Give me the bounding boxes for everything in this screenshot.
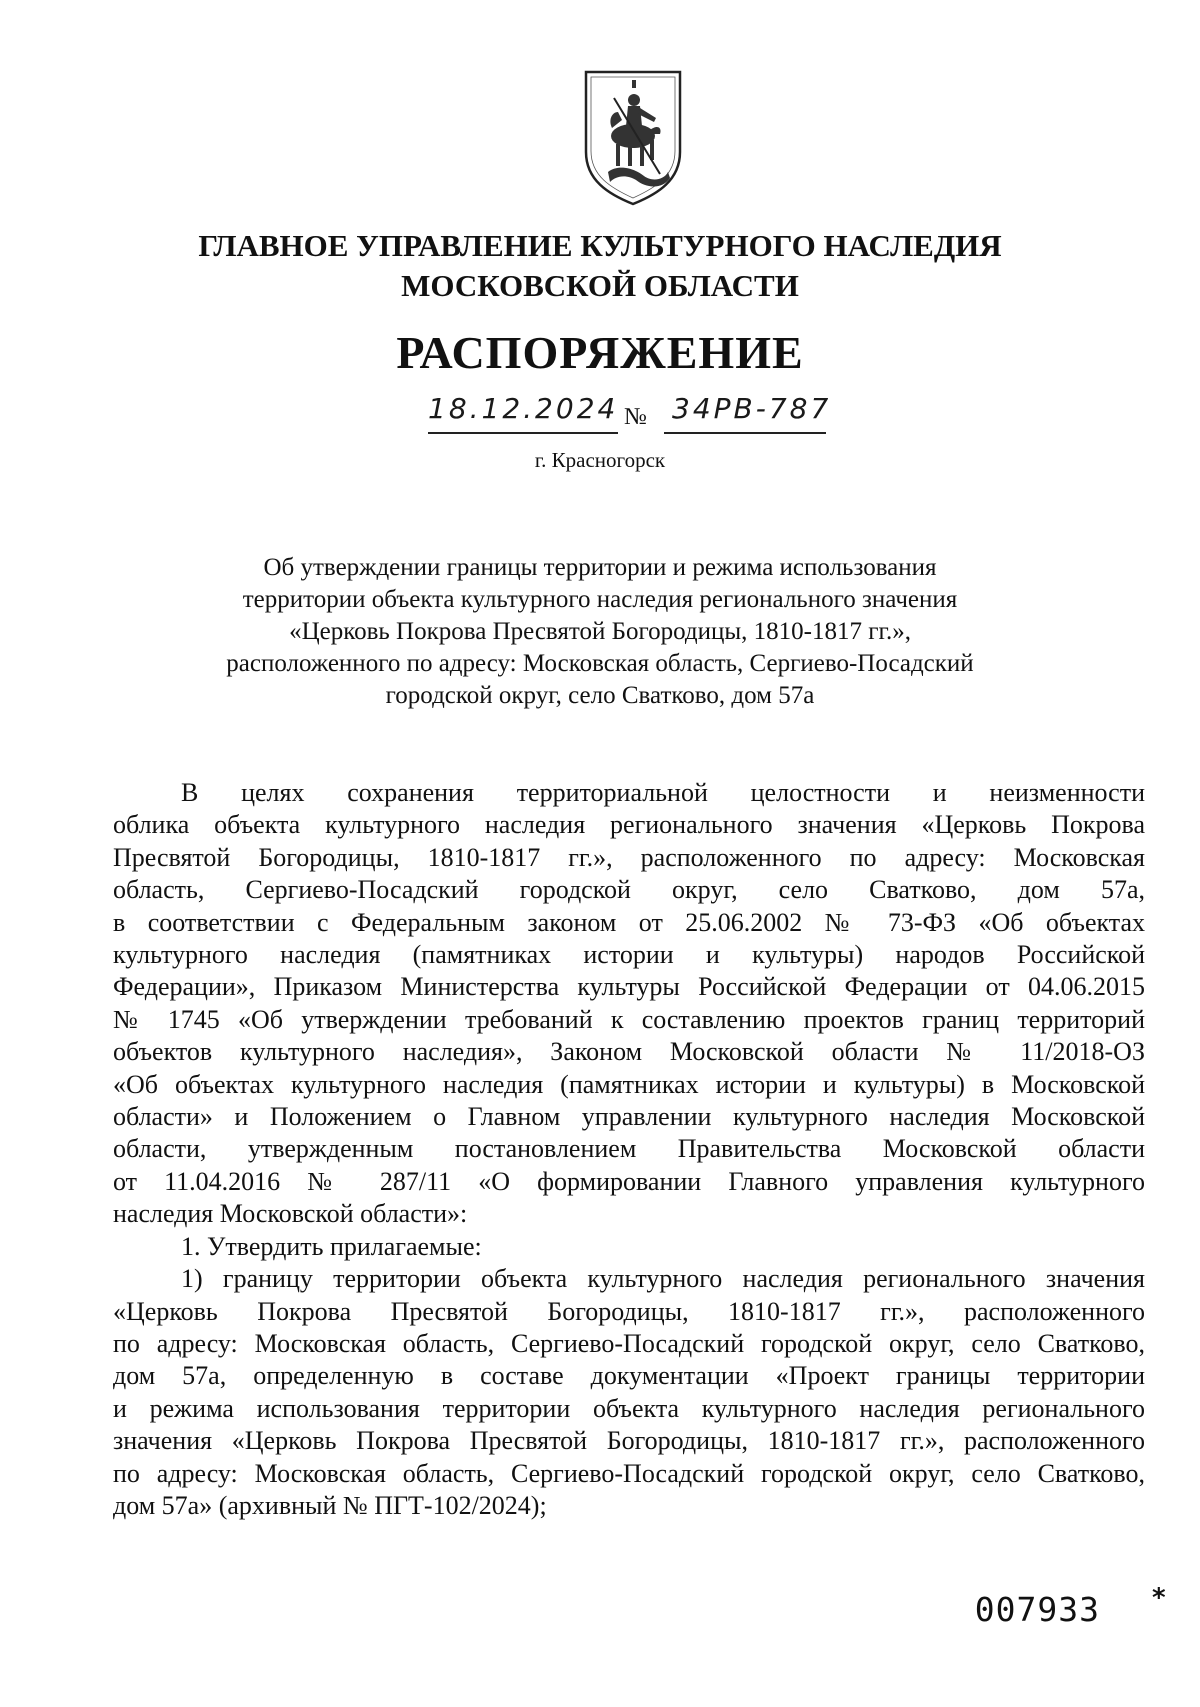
serial-mark: * [1152, 1583, 1166, 1613]
preamble-line: «Об объектах культурного наследия (памятниках истории и культуры) в Московской [113, 1069, 1145, 1099]
subject-line: городской округ, село Сватково, дом 57а [385, 682, 815, 709]
document-type-title: РАСПОРЯЖЕНИЕ [396, 327, 804, 378]
preamble-line: наследия Московской области»: [113, 1199, 468, 1229]
date-underline [428, 432, 618, 434]
preamble-line: Федерации», Приказом Министерства культуры Российской Федерации от 04.06.2015 [113, 972, 1145, 1002]
organization-name-line2: МОСКОВСКОЙ ОБЛАСТИ [401, 268, 799, 303]
resolution-subitem-line: дом 57а, определенную в составе документации «Проект границы территории [113, 1361, 1145, 1391]
preamble-line: область, Сергиево-Посадский городской округ, село Сватково, дом 57а, [113, 875, 1145, 905]
resolution-subitem-line: значения «Церковь Покрова Пресвятой Богородицы, 1810-1817 гг.», расположенного [113, 1426, 1145, 1456]
resolution-subitem-line: 1) границу территории объекта культурного наследия регионального значения [181, 1264, 1145, 1294]
subject-line: расположенного по адресу: Московская область, Сергиево-Посадский [226, 650, 974, 677]
resolution-subitem-line: дом 57а» (архивный № ПГТ-102/2024); [113, 1490, 547, 1520]
resolution-item-1: 1. Утвердить прилагаемые: [181, 1231, 482, 1261]
subject-line: «Церковь Покрова Пресвятой Богородицы, 1810-1817 гг.», [289, 618, 911, 645]
moscow-region-coat-of-arms-icon [578, 68, 688, 210]
form-serial-number: 007933 [974, 1590, 1100, 1629]
preamble-line: Пресвятой Богородицы, 1810-1817 гг.», расположенного по адресу: Московская [113, 842, 1145, 872]
issue-place: г. Красногорск [534, 448, 666, 472]
subject-line: территории объекта культурного наследия регионального значения [242, 586, 958, 613]
resolution-subitem-line: по адресу: Московская область, Сергиево-Посадский городской округ, село Сватково, [113, 1328, 1145, 1358]
preamble-line: области» и Положением о Главном управлении культурного наследия Московской [113, 1102, 1145, 1132]
handwritten-document-number: 34РВ-787 [672, 392, 832, 425]
document-subject [150, 552, 1050, 712]
number-underline [664, 432, 826, 434]
preamble-line: в соответствии с Федеральным законом от 25.06.2002 № 73-ФЗ «Об объектах [113, 907, 1145, 937]
handwritten-date: 18.12.2024 [428, 392, 619, 425]
organization-name-line1: ГЛАВНОЕ УПРАВЛЕНИЕ КУЛЬТУРНОГО НАСЛЕДИЯ [198, 228, 1002, 263]
preamble-line: области, утвержденным постановлением Правительства Московской области [113, 1134, 1145, 1164]
preamble-line: облика объекта культурного наследия регионального значения «Церковь Покрова [113, 810, 1145, 840]
number-sign: № [624, 404, 647, 430]
document-body [113, 777, 1145, 1522]
resolution-subitem-line: и режима использования территории объекта культурного наследия регионального [113, 1393, 1145, 1423]
preamble-line: объектов культурного наследия», Законом Московской области № 11/2018-ОЗ [113, 1037, 1145, 1067]
preamble-line: культурного наследия (памятниках истории и культуры) народов Российской [113, 940, 1145, 970]
resolution-subitem-line: «Церковь Покрова Пресвятой Богородицы, 1810-1817 гг.», расположенного [113, 1296, 1145, 1326]
preamble-line: В целях сохранения территориальной целостности и неизменности [181, 778, 1145, 807]
subject-line: Об утверждении границы территории и режима использования [263, 554, 937, 581]
preamble-line: от 11.04.2016 № 287/11 «О формировании Главного управления культурного [113, 1166, 1145, 1196]
preamble-line: № 1745 «Об утверждении требований к составлению проектов границ территорий [113, 1004, 1145, 1034]
resolution-subitem-line: по адресу: Московская область, Сергиево-Посадский городской округ, село Сватково, [113, 1458, 1145, 1488]
